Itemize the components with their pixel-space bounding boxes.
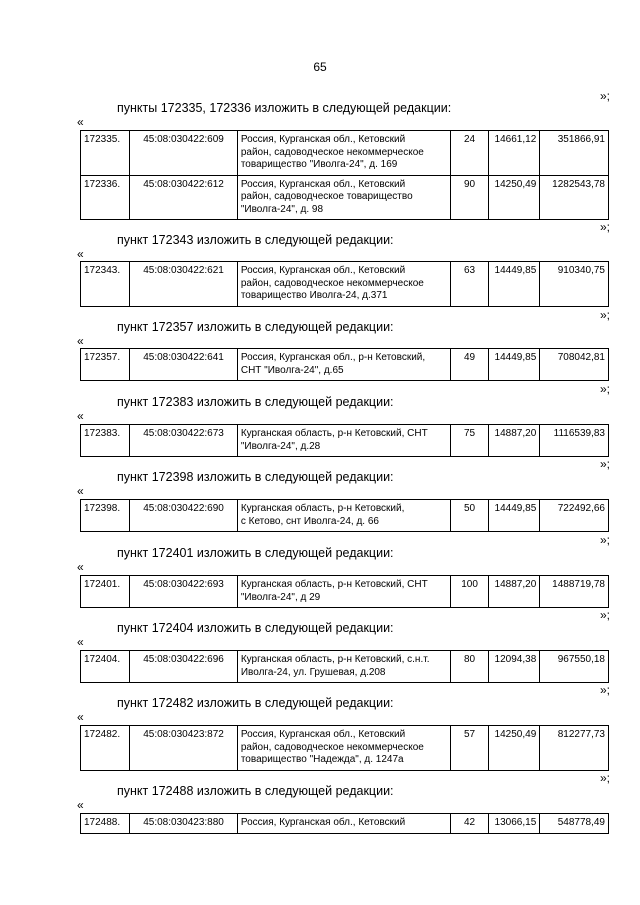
total-value: 351866,91: [540, 131, 609, 176]
address-line: "Иволга-24", д 29: [240, 591, 321, 603]
section-instruction: пункт 172343 изложить в следующей редакции:: [117, 233, 394, 247]
closing-quote: »;: [599, 308, 610, 322]
total-value: 722492,66: [540, 500, 609, 532]
total-value: 812277,73: [540, 726, 609, 771]
closing-quote: »;: [599, 683, 610, 697]
cadastral-number: 45:08:030422:693: [130, 576, 238, 608]
row-number: 172482.: [81, 726, 130, 771]
address-cell: [237, 651, 450, 683]
total-value: 548778,49: [540, 814, 609, 834]
row-number: 172401.: [81, 576, 130, 608]
address-line: Курганская область, р-н Кетовский, СНТ: [240, 428, 428, 439]
price-value: 14661,12: [489, 131, 540, 176]
address-line: район, садоводческое некоммерческое: [240, 277, 424, 289]
closing-quote: »;: [599, 220, 610, 234]
address-line: район, садоводческое товарищество: [240, 191, 413, 202]
address-line: район, садоводческое некоммерческое: [240, 741, 424, 753]
price-value: 14887,20: [489, 576, 540, 608]
area-value: 57: [451, 726, 489, 771]
closing-quote: »;: [599, 771, 610, 785]
section-instruction: пункт 172482 изложить в следующей редакции:: [117, 696, 394, 710]
row-number: 172404.: [81, 651, 130, 683]
table-row: [81, 500, 609, 532]
section-instruction: пункт 172401 изложить в следующей редакции:: [117, 546, 394, 560]
table-row: [81, 175, 609, 220]
entry-table: [80, 650, 609, 683]
cadastral-number: 45:08:030422:696: [130, 651, 238, 683]
address-cell: [237, 349, 450, 381]
row-number: 172383.: [81, 425, 130, 457]
address-cell: [237, 576, 450, 608]
area-value: 75: [451, 425, 489, 457]
address-line: Курганская область, р-н Кетовский, СНТ: [240, 579, 428, 590]
price-value: 14887,20: [489, 425, 540, 457]
address-line: Россия, Курганская обл., Кетовский: [240, 178, 406, 190]
closing-quote: »;: [599, 89, 610, 103]
opening-quote: «: [77, 115, 84, 129]
opening-quote: «: [77, 560, 84, 574]
section-instruction: пункты 172335, 172336 изложить в следующей редакции:: [117, 101, 452, 115]
area-value: 90: [451, 175, 489, 220]
cadastral-number: 45:08:030422:641: [130, 349, 238, 381]
address-line: Россия, Курганская обл., Кетовский: [240, 729, 406, 740]
entry-table: [80, 499, 609, 532]
opening-quote: «: [77, 710, 84, 724]
row-number: 172335.: [81, 131, 130, 176]
row-number: 172398.: [81, 500, 130, 532]
section-instruction: пункт 172404 изложить в следующей редакции:: [117, 621, 394, 635]
table-row: [81, 262, 609, 307]
total-value: 1116539,83: [540, 425, 609, 457]
section-instruction: пункт 172488 изложить в следующей редакции:: [117, 784, 394, 798]
table-row: [81, 814, 609, 834]
area-value: 100: [451, 576, 489, 608]
opening-quote: «: [77, 798, 84, 812]
address-line: Россия, Курганская обл., Кетовский: [240, 134, 406, 145]
address-line: "Иволга-24", д. 98: [240, 203, 324, 215]
address-line: Курганская область, р-н Кетовский, с.н.т.: [240, 654, 430, 665]
address-line: Россия, Курганская обл., р-н Кетовский,: [240, 352, 426, 363]
address-line: товарищество "Иволга-24", д. 169: [240, 159, 398, 170]
address-line: товарищество "Надежда", д. 1247а: [240, 754, 404, 765]
address-line: с Кетово, снт Иволга-24, д. 66: [240, 515, 379, 527]
total-value: 1282543,78: [540, 175, 609, 220]
address-line: Курганская область, р-н Кетовский,: [240, 503, 405, 514]
row-number: 172336.: [81, 175, 130, 220]
area-value: 42: [451, 814, 489, 834]
address-line: товарищество Иволга-24, д.371: [240, 290, 388, 301]
table-row: [81, 425, 609, 457]
area-value: 24: [451, 131, 489, 176]
address-line: Россия, Курганская обл., Кетовский: [240, 817, 406, 828]
opening-quote: «: [77, 635, 84, 649]
area-value: 49: [451, 349, 489, 381]
closing-quote: »;: [599, 457, 610, 471]
opening-quote: «: [77, 334, 84, 348]
cadastral-number: 45:08:030422:609: [130, 131, 238, 176]
address-line: "Иволга-24", д.28: [240, 440, 321, 452]
total-value: 1488719,78: [540, 576, 609, 608]
cadastral-number: 45:08:030422:621: [130, 262, 238, 307]
row-number: 172357.: [81, 349, 130, 381]
address-cell: [237, 262, 450, 307]
entry-table: [80, 130, 609, 220]
closing-quote: »;: [599, 382, 610, 396]
opening-quote: «: [77, 247, 84, 261]
entry-table: [80, 348, 609, 381]
row-number: 172343.: [81, 262, 130, 307]
cadastral-number: 45:08:030422:612: [130, 175, 238, 220]
section-instruction: пункт 172398 изложить в следующей редакции:: [117, 470, 394, 484]
area-value: 63: [451, 262, 489, 307]
area-value: 80: [451, 651, 489, 683]
opening-quote: «: [77, 409, 84, 423]
price-value: 14449,85: [489, 349, 540, 381]
section-instruction: пункт 172383 изложить в следующей редакции:: [117, 395, 394, 409]
section-instruction: пункт 172357 изложить в следующей редакции:: [117, 320, 394, 334]
table-row: [81, 576, 609, 608]
entry-table: [80, 261, 609, 307]
address-cell: [237, 726, 450, 771]
cadastral-number: 45:08:030422:690: [130, 500, 238, 532]
address-cell: [237, 131, 450, 176]
entry-table: [80, 725, 609, 771]
total-value: 910340,75: [540, 262, 609, 307]
row-number: 172488.: [81, 814, 130, 834]
page-number: 65: [313, 60, 327, 74]
address-line: район, садоводческое некоммерческое: [240, 146, 424, 158]
entry-table: [80, 813, 609, 834]
address-cell: [237, 175, 450, 220]
cadastral-number: 45:08:030423:880: [130, 814, 238, 834]
address-cell: [237, 814, 450, 834]
cadastral-number: 45:08:030423:872: [130, 726, 238, 771]
price-value: 12094,38: [489, 651, 540, 683]
price-value: 14250,49: [489, 175, 540, 220]
area-value: 50: [451, 500, 489, 532]
opening-quote: «: [77, 484, 84, 498]
price-value: 14449,85: [489, 262, 540, 307]
price-value: 14250,49: [489, 726, 540, 771]
closing-quote: »;: [599, 533, 610, 547]
price-value: 14449,85: [489, 500, 540, 532]
entry-table: [80, 424, 609, 457]
address-line: Россия, Курганская обл., Кетовский: [240, 265, 406, 276]
address-cell: [237, 500, 450, 532]
price-value: 13066,15: [489, 814, 540, 834]
table-row: [81, 726, 609, 771]
total-value: 967550,18: [540, 651, 609, 683]
table-row: [81, 651, 609, 683]
address-cell: [237, 425, 450, 457]
table-row: [81, 131, 609, 176]
cadastral-number: 45:08:030422:673: [130, 425, 238, 457]
address-line: Иволга-24, ул. Грушевая, д.208: [240, 666, 386, 678]
total-value: 708042,81: [540, 349, 609, 381]
table-row: [81, 349, 609, 381]
closing-quote: »;: [599, 608, 610, 622]
address-line: СНТ "Иволга-24", д.65: [240, 364, 344, 376]
entry-table: [80, 575, 609, 608]
